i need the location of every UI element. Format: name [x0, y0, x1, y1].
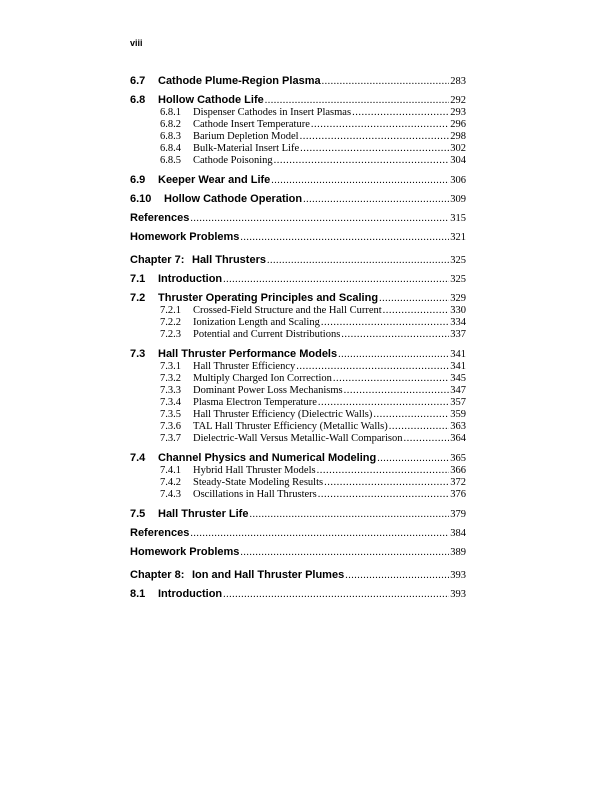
toc-entry-number: 7.4.2: [160, 477, 181, 488]
dot-leader: [404, 433, 450, 444]
toc-entry-number: 7.1: [130, 273, 146, 285]
toc-entry-page: 384: [450, 528, 466, 539]
toc-entry-number: 7.3.5: [160, 409, 181, 420]
toc-entry[interactable]: [160, 143, 466, 154]
toc-entry-page: 298: [450, 131, 466, 142]
dot-leader: [267, 255, 449, 266]
toc-entry-page: 292: [450, 95, 466, 106]
dot-leader: [341, 329, 449, 340]
toc-entry[interactable]: [130, 348, 466, 360]
toc-entry-number: 6.8.4: [160, 143, 181, 154]
dot-leader: [352, 107, 449, 118]
toc-entry-number: 8.1: [130, 588, 146, 600]
toc-entry[interactable]: [160, 477, 466, 488]
toc-entry-title: Hall Thrusters: [192, 254, 266, 266]
toc-entry-title: Hall Thruster Life: [158, 508, 249, 520]
toc-entry-number: 7.5: [130, 508, 146, 520]
toc-entry-title: Introduction: [158, 273, 223, 285]
toc-entry-number: 6.8.3: [160, 131, 181, 142]
toc-entry-title: Cathode Insert Temperature: [193, 119, 310, 130]
toc-entry-page: 329: [450, 293, 466, 304]
dot-leader: [321, 317, 449, 328]
toc-entry-number: 7.3: [130, 348, 146, 360]
toc-entry-page: 372: [450, 477, 466, 488]
toc-entry[interactable]: [160, 317, 466, 328]
toc-entry-title: Thruster Operating Principles and Scaling: [158, 292, 379, 304]
toc-entry[interactable]: [160, 329, 466, 340]
dot-leader: [324, 477, 449, 488]
toc-entry[interactable]: [130, 452, 466, 464]
toc-entry-number: 6.8.1: [160, 107, 181, 118]
toc-entry[interactable]: [160, 409, 466, 420]
toc-entry-page: 366: [450, 465, 466, 476]
toc-entry[interactable]: [130, 94, 466, 106]
toc-entry-number: 7.2: [130, 292, 146, 304]
toc-entry[interactable]: [160, 385, 466, 396]
toc-entry[interactable]: [160, 107, 466, 118]
dot-leader: [318, 397, 449, 408]
toc-entry-title: Potential and Current Distributions: [193, 329, 341, 340]
toc-entry-page: 325: [450, 274, 466, 285]
dot-leader: [190, 213, 449, 224]
toc-entry-number: 7.2.3: [160, 329, 181, 340]
toc-entry-number: 6.10: [130, 193, 152, 205]
toc-entry[interactable]: [130, 569, 466, 581]
dot-leader: [318, 489, 450, 500]
toc-entry[interactable]: [130, 254, 466, 266]
toc-entry-page: 341: [450, 349, 466, 360]
toc-entry-page: 341: [450, 361, 466, 372]
toc-entry-page: 376: [450, 489, 466, 500]
toc-entry-page: 364: [450, 433, 466, 444]
toc-entry-number: 7.3.2: [160, 373, 181, 384]
dot-leader: [379, 293, 449, 304]
toc-entry-title: Hall Thruster Efficiency: [193, 361, 296, 372]
toc-entry-number: Chapter 8:: [130, 569, 185, 581]
toc-entry-page: 337: [450, 329, 466, 340]
toc-entry-number: 7.4.1: [160, 465, 181, 476]
toc-entry-page: 325: [450, 255, 466, 266]
toc-entry-title: References: [130, 527, 190, 539]
dot-leader: [338, 349, 449, 360]
dot-leader: [311, 119, 449, 130]
dot-leader: [383, 305, 450, 316]
toc-entry[interactable]: [130, 546, 466, 558]
dot-leader: [223, 274, 449, 285]
toc-entry[interactable]: [130, 231, 466, 243]
toc-entry-number: 7.3.1: [160, 361, 181, 372]
toc-entry-title: Barium Depletion Model: [193, 131, 299, 142]
toc-entry-page: 296: [450, 119, 466, 130]
page-number: viii: [130, 38, 143, 48]
toc-entry[interactable]: [160, 397, 466, 408]
toc-entry[interactable]: [160, 361, 466, 372]
toc-entry-page: 365: [450, 453, 466, 464]
toc-entry-page: 347: [450, 385, 466, 396]
toc-entry-page: 393: [450, 589, 466, 600]
dot-leader: [317, 465, 450, 476]
dot-leader: [300, 131, 450, 142]
toc-entry-page: 357: [450, 397, 466, 408]
toc-entry[interactable]: [130, 75, 466, 87]
toc-entry[interactable]: [160, 433, 466, 444]
toc-entry-title: Homework Problems: [130, 231, 240, 243]
toc-entry[interactable]: [160, 131, 466, 142]
toc-entry-title: References: [130, 212, 190, 224]
toc-entry-number: 7.3.4: [160, 397, 181, 408]
toc-entry[interactable]: [130, 273, 466, 285]
dot-leader: [303, 194, 449, 205]
toc-entry-page: 330: [450, 305, 466, 316]
toc-entry-page: 389: [450, 547, 466, 558]
toc-entry[interactable]: [130, 174, 466, 186]
toc-entry-title: Introduction: [158, 588, 223, 600]
toc-entry-number: 7.3.7: [160, 433, 181, 444]
toc-entry-title: Bulk-Material Insert Life: [193, 143, 300, 154]
toc-entry-page: 393: [450, 570, 466, 581]
toc-entry-number: 6.8: [130, 94, 146, 106]
toc-entry[interactable]: [160, 305, 466, 316]
dot-leader: [296, 361, 449, 372]
toc-entry-title: Dominant Power Loss Mechanisms: [193, 385, 343, 396]
toc-entry-title: Crossed-Field Structure and the Hall Current: [193, 305, 382, 316]
toc-entry-page: 359: [450, 409, 466, 420]
toc-entry-number: 6.9: [130, 174, 146, 186]
dot-leader: [300, 143, 449, 154]
toc-entry-title: Cathode Plume-Region Plasma: [158, 75, 321, 87]
toc-entry-title: Plasma Electron Temperature: [193, 397, 317, 408]
toc-entry-title: Multiply Charged Ion Correction: [193, 373, 332, 384]
toc-entry-number: 6.7: [130, 75, 146, 87]
toc-entry-number: 7.4: [130, 452, 146, 464]
toc-entry-number: 6.8.2: [160, 119, 181, 130]
dot-leader: [249, 509, 449, 520]
toc-entry[interactable]: [160, 373, 466, 384]
toc-entry[interactable]: [130, 292, 466, 304]
toc-entry-number: 7.2.1: [160, 305, 181, 316]
toc-entry-page: 293: [450, 107, 466, 118]
dot-leader: [265, 95, 450, 106]
toc-entry-title: TAL Hall Thruster Efficiency (Metallic Walls): [193, 421, 388, 432]
toc-entry[interactable]: [130, 588, 466, 600]
toc-entry[interactable]: [160, 489, 466, 500]
toc-entry-title: Dielectric-Wall Versus Metallic-Wall Comparison: [193, 433, 403, 444]
dot-leader: [377, 453, 449, 464]
dot-leader: [345, 570, 449, 581]
toc-entry[interactable]: [160, 155, 466, 166]
toc-entry-page: 321: [450, 232, 466, 243]
toc-entry-page: 345: [450, 373, 466, 384]
toc-entry-page: 309: [450, 194, 466, 205]
toc-entry-title: Hall Thruster Performance Models: [158, 348, 338, 360]
dot-leader: [274, 155, 450, 166]
dot-leader: [333, 373, 449, 384]
toc-entry[interactable]: [130, 212, 466, 224]
toc-entry-number: Chapter 7:: [130, 254, 185, 266]
toc-entry-page: 334: [450, 317, 466, 328]
toc-entry-title: Channel Physics and Numerical Modeling: [158, 452, 377, 464]
toc-entry-number: 7.2.2: [160, 317, 181, 328]
toc-entry-title: Hollow Cathode Operation: [164, 193, 303, 205]
toc-entry-page: 379: [450, 509, 466, 520]
dot-leader: [373, 409, 449, 420]
toc-entry[interactable]: [130, 508, 466, 520]
toc-entry[interactable]: [160, 465, 466, 476]
toc-entry[interactable]: [160, 421, 466, 432]
toc-entry-title: Hall Thruster Efficiency (Dielectric Walls): [193, 409, 373, 420]
toc-entry[interactable]: [130, 193, 466, 205]
toc-entry-page: 315: [450, 213, 466, 224]
toc-entry-page: 302: [450, 143, 466, 154]
toc-entry[interactable]: [130, 527, 466, 539]
toc-entry[interactable]: [160, 119, 466, 130]
dot-leader: [322, 76, 450, 87]
dot-leader: [344, 385, 450, 396]
toc-entry-title: Oscillations in Hall Thrusters: [193, 489, 317, 500]
toc-entry-title: Cathode Poisoning: [193, 155, 273, 166]
toc-entry-page: 306: [450, 175, 466, 186]
toc-entry-number: 7.4.3: [160, 489, 181, 500]
toc-entry-title: Keeper Wear and Life: [158, 174, 271, 186]
toc-entry-page: 283: [450, 76, 466, 87]
toc-entry-title: Homework Problems: [130, 546, 240, 558]
toc-entry-title: Ionization Length and Scaling: [193, 317, 320, 328]
toc-entry-number: 7.3.3: [160, 385, 181, 396]
toc-entry-title: Hybrid Hall Thruster Models: [193, 465, 316, 476]
toc-entry-title: Hollow Cathode Life: [158, 94, 264, 106]
dot-leader: [223, 589, 449, 600]
toc-entry-title: Ion and Hall Thruster Plumes: [192, 569, 345, 581]
dot-leader: [190, 528, 449, 539]
toc-entry-title: Dispenser Cathodes in Insert Plasmas: [193, 107, 352, 118]
toc-entry-page: 304: [450, 155, 466, 166]
dot-leader: [240, 232, 449, 243]
dot-leader: [240, 547, 449, 558]
dot-leader: [389, 421, 450, 432]
toc-entry-number: 6.8.5: [160, 155, 181, 166]
toc-entry-title: Steady-State Modeling Results: [193, 477, 324, 488]
toc-entry-number: 7.3.6: [160, 421, 181, 432]
toc-entry-page: 363: [450, 421, 466, 432]
dot-leader: [271, 175, 449, 186]
